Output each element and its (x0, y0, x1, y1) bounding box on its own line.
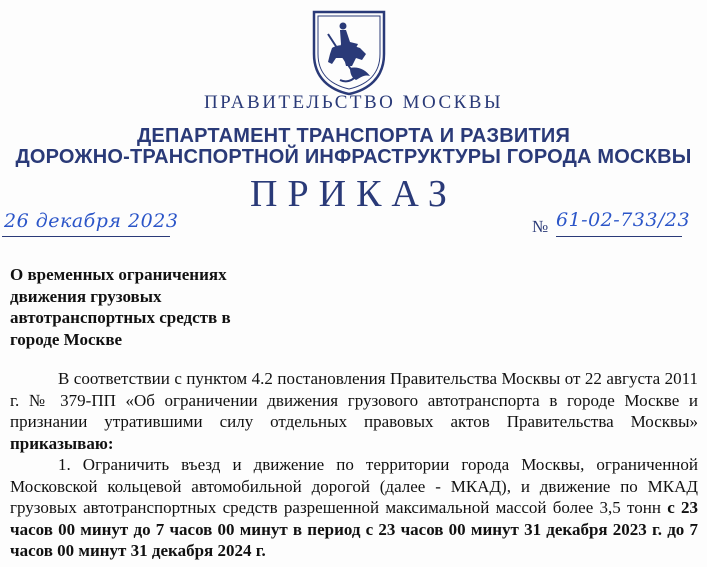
document-number: 61-02-733/23 (556, 209, 691, 231)
preamble-paragraph (10, 368, 698, 454)
moscow-coat-of-arms-icon (310, 8, 388, 96)
clause-1-paragraph (10, 454, 698, 562)
document-type-title: ПРИКАЗ (250, 173, 457, 215)
document-date: 26 декабря 2023 (4, 210, 179, 232)
order-keyword: приказываю: (10, 433, 114, 453)
clause-1-time-period: с 23 часов 00 минут до 7 часов 00 минут в период с 23 часов 00 минут 31 декабря 2023 г. до 7 часов 00 минут 31 декабря 2024 г. (10, 498, 698, 560)
number-underline (556, 236, 682, 237)
document-body (10, 368, 698, 562)
department-name-line1: ДЕПАРТАМЕНТ ТРАНСПОРТА И РАЗВИТИЯ (136, 125, 571, 147)
date-underline (2, 236, 170, 237)
government-name: ПРАВИТЕЛЬСТВО МОСКВЫ (203, 92, 504, 113)
document-subject (10, 264, 330, 350)
subject-line: автотранспортных средств в (10, 308, 231, 327)
subject-line: О временных ограничениях (10, 265, 227, 284)
subject-line: движения грузовых (10, 286, 162, 306)
subject-line: городе Москве (10, 329, 123, 349)
number-sign: № (532, 217, 549, 236)
department-name-line2: ДОРОЖНО-ТРАНСПОРТНОЙ ИНФРАСТРУКТУРЫ ГОРОДА МОСКВЫ (15, 146, 692, 168)
clause-1-text: 1. Ограничить въезд и движение по территории города Москвы, ограниченной Московской кольцевой автомобильной дорогой (далее - МКАД), и движение по МКАД грузовых автотранспортных средств разрешенной максимальной массой более 3,5 тонн (10, 455, 698, 517)
preamble-text: В соответствии с пунктом 4.2 постановления Правительства Москвы от 22 августа 2011 г. № 379-ПП «Об ограничении движения грузового автотранспорта в городе Москве и признании утратившими силу отдельных правовых актов Правительства Москвы» (10, 369, 698, 431)
